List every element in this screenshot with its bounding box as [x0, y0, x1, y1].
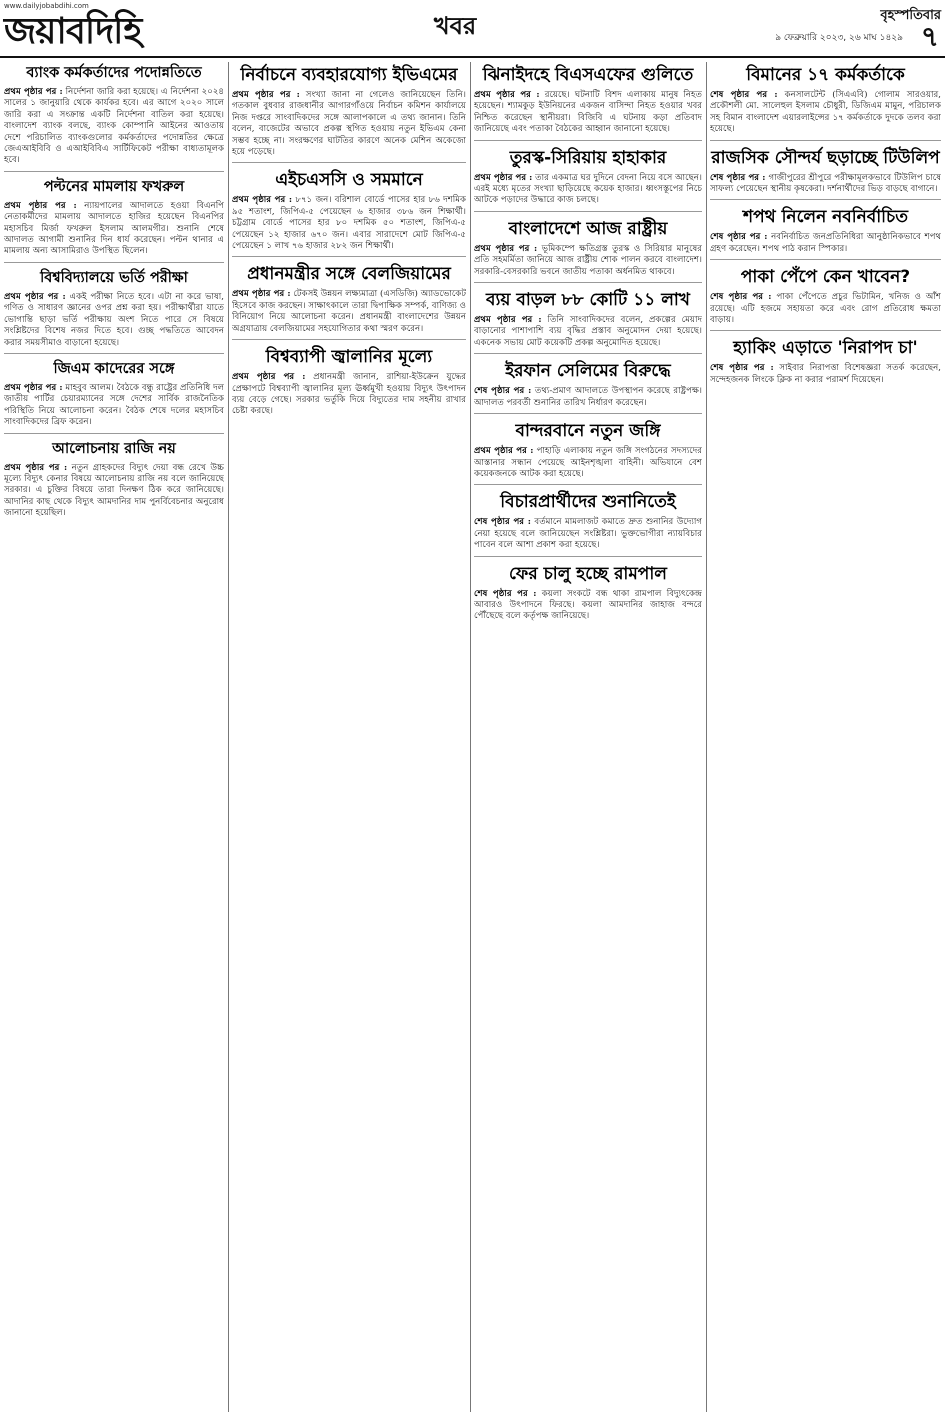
day-name: বৃহস্পতিবার — [880, 8, 941, 23]
newspaper-logo[interactable] — [4, 2, 204, 56]
headline[interactable]: রাজসিক সৌন্দর্য ছড়াচ্ছে টিউলিপ — [711, 147, 940, 168]
logo-text: জয়াবদিহি — [4, 11, 142, 52]
story-hacking[interactable] — [710, 337, 941, 390]
story-text: বর্তমানে মামলাজট কমাতে দ্রুত শুনানির উদ্যোগ নেয়া হয়েছে বলে জানিয়েছেন সংশ্লিষ্টরা। ভুক্তভোগীরা ন্যায়বিচার পাবেন বলে আশা প্রকাশ করা হয়েছে। — [474, 517, 702, 551]
dateline: প্রথম পৃষ্ঠার পর : — [4, 382, 63, 393]
headline[interactable]: বিশ্বব্যাপী জ্বালানির মূল্যে — [265, 347, 433, 368]
headline[interactable]: বাংলাদেশে আজ রাষ্ট্রীয় — [508, 218, 668, 239]
logo-url: www.dailyjobabdihi.com — [4, 2, 89, 10]
story-jhenaidah[interactable] — [474, 64, 702, 141]
story-text: টেকসই উন্নয়ন লক্ষ্যমাত্রা (এসডিজি) অ্যাডভোকেট হিসেবে কাজ করছেন। সাক্ষাৎকালে তারা দ্বিপাক্ষিক সম্পর্ক, বাণিজ্য ও বিনিয়োগ নিয়ে আলোচনা করেন। প্রধানমন্ত্রী বাংলাদেশের উন্নয়ন অগ্রযাত্রায় বেলজিয়ামের সহযোগিতার কথা স্মরণ করেন। — [232, 289, 466, 334]
story-text: কনসালটেন্ট (সিএএবি) গোলাম সারওয়ার, প্রকৌশলী মো. সালেহুল ইসলাম চৌধুরী, ডিজিএম মামুন, পরিচালক সহ বিমান বাংলাদেশ এয়ারলাইন্সের ১৭ কর্মকর্তাকে দুদকে তলব করা হয়েছে। — [710, 90, 941, 135]
story-body — [4, 201, 224, 258]
headline[interactable]: ইরফান সেলিমের বিরুদ্ধে — [505, 361, 671, 382]
dateline: প্রথম পৃষ্ঠার পর : — [474, 90, 540, 100]
headline[interactable]: হ্যাকিং এড়াতে 'নিরাপদ চা' — [733, 338, 918, 359]
dateline: প্রথম পৃষ্ঠার পর : — [4, 87, 63, 97]
story-biman[interactable] — [710, 64, 941, 141]
story-justice[interactable] — [474, 491, 702, 556]
headline[interactable]: নির্বাচনে ব্যবহারযোগ্য ইভিএমের — [240, 65, 458, 85]
dateline: শেষ পৃষ্ঠার পর : — [710, 363, 774, 374]
story-body — [232, 372, 466, 418]
page-number: ৭ — [920, 20, 939, 53]
dateline: প্রথম পৃষ্ঠার পর : — [4, 291, 66, 302]
story-text: গাজীপুরের শ্রীপুরে পরীক্ষামূলকভাবে টিউলিপ চাষে সাফল্য পেয়েছেন স্থানীয় কৃষকেরা। দর্শনার্থীদের ভিড় বাড়ছে বাগানে। — [710, 172, 941, 195]
headline[interactable]: পাকা পেঁপে কেন খাবেন? — [740, 267, 911, 288]
column-divider — [470, 62, 471, 1412]
story-oath[interactable] — [710, 206, 941, 260]
headline[interactable]: বান্দরবানে নতুন জঙ্গি — [515, 421, 661, 442]
dateline: প্রথম পৃষ্ঠার পর : — [4, 462, 68, 473]
story-body — [4, 87, 224, 167]
story-talks[interactable] — [4, 440, 224, 524]
story-body — [232, 289, 466, 335]
story-body — [710, 173, 941, 196]
story-text: সাইবার নিরাপত্তা বিশেষজ্ঞরা সতর্ক করেছেন, সন্দেহজনক লিংকে ক্লিক না করার পরামর্শ দিয়েছেন। — [710, 363, 941, 385]
dateline: প্রথম পৃষ্ঠার পর : — [232, 90, 300, 100]
story-text: তথ্য-প্রমাণ আদালতে উপস্থাপন করেছে রাষ্ট্রপক্ষ। আদালত পরবর্তী শুনানির তারিখ নির্ধারণ করেছেন। — [474, 386, 702, 408]
story-tulip[interactable] — [710, 147, 941, 201]
story-bandarban[interactable] — [474, 420, 702, 485]
headline[interactable]: ব্যাংক কর্মকর্তাদের পদোন্নতিতে — [26, 65, 202, 81]
story-text: রয়েছে। ঘটনাটি বিশদ এলাকায় মানুষ নিহত হয়েছেন। শ্যামকুড় ইউনিয়নের একজন বাসিন্দা নিহত হওয়ার খবর নিশ্চিত করেছেন স্থানীয়রা। বিজিবি এ ঘটনায় কড়া প্রতিবাদ জানিয়েছে এবং পতাকা বৈঠকের আহ্বান জানানো হয়েছে। — [474, 90, 702, 135]
date-line: ৯ ফেব্রুয়ারি ২০২৩, ২৬ মাঘ ১৪২৯ — [775, 33, 903, 43]
story-text: সংখ্যা জানা না গেলেও জানিয়েছেন তিনি। গতকাল বুধবার রাজধানীর আগারগাঁওয়ে নির্বাচন কমিশন কার্যালয়ে নিজ দপ্তরে সাংবাদিকদের সঙ্গে আলাপকালে এ তথ্য জানান। তিনি বলেন, বাজেটের অভাবে প্রকল্প স্থগিত হওয়ায় নতুন ইভিএম কেনা সম্ভব হচ্ছে না। সংরক্ষণের ঘাটতির কারণে অনেক মেশিন অকেজো হয়ে পড়েছে। — [232, 90, 466, 158]
story-body — [4, 463, 224, 520]
story-text: মাহবুব আলম। বৈঠকে বন্ধু রাষ্ট্রের প্রতিনিধি দল জাতীয় পার্টির চেয়ারম্যানের সঙ্গে দেশের সার্বিক রাজনৈতিক পরিস্থিতি নিয়ে আলোচনা করেন। বৈঠক শেষে দলের মহাসচিব সাংবাদিকদের ব্রিফ করেন। — [4, 382, 224, 428]
dateline: শেষ পৃষ্ঠার পর : — [474, 517, 531, 528]
story-mourning[interactable] — [474, 218, 702, 283]
story-paltan[interactable] — [4, 178, 224, 263]
story-body — [232, 90, 466, 158]
story-body — [474, 173, 702, 207]
story-text: ন্যায়পালের আদালতে হওয়া বিএনপি নেতাকর্মীদের মামলায় আদালতে হাজির হয়েছেন বিএনপির মহাসচিব মির্জা ফখরুল ইসলাম আলমগীর। শুনানি শেষে আদালত আগামী শুনানির দিন ধার্য করেছেন। পল্টন থানার এ মামলায় অন্য আসামিরাও উপস্থিত ছিলেন। — [4, 200, 224, 257]
story-text: একই পরীক্ষা নিতে হবে। এটা না করে ভাষা, গণিত ও সাধারণ জ্ঞানের ওপর প্রশ্ন করা হয়। পরীক্ষার্থীরা যাতে ভোগান্তি ছাড়া ভর্তি পরীক্ষায় অংশ নিতে পারে সে বিষয়ে সংশ্লিষ্টদের বিশেষ নজর দিতে হবে। গুচ্ছ পদ্ধতিতে আবেদন করার সময়সীমাও বাড়ানো হয়েছে। — [4, 291, 224, 348]
dateline: শেষ পৃষ্ঠার পর : — [710, 292, 772, 303]
story-hsc[interactable] — [232, 169, 466, 257]
story-text: তার একমাত্র ঘর দুদিনে বেদনা নিয়ে বসে আছেন। এরই মধ্যে মৃতের সংখ্যা ছাড়িয়েছে কয়েক হাজার। ধ্বংসস্তূপের নিচে আটকে পড়াদের উদ্ধারে কাজ চলছে। — [474, 172, 702, 206]
story-text: নবনির্বাচিত জনপ্রতিনিধিরা আনুষ্ঠানিকভাবে শপথ গ্রহণ করেছেন। শপথ পাঠ করান স্পিকার। — [710, 232, 941, 254]
column-4 — [710, 62, 941, 1412]
headline[interactable]: এইচএসসি ও সমমানে — [275, 170, 423, 191]
story-body — [474, 589, 702, 623]
story-body — [710, 292, 941, 326]
story-text: পাহাড়ি এলাকায় নতুন জঙ্গি সংগঠনের সদস্যদের আস্তানার সন্ধান পেয়েছে আইনশৃঙ্খলা বাহিনী। অভিযানে বেশ কয়েকজনকে আটক করা হয়েছে। — [474, 446, 702, 479]
dateline: প্রথম পৃষ্ঠার পর : — [474, 315, 542, 326]
story-irfan[interactable] — [474, 360, 702, 414]
story-text: ভূমিকম্পে ক্ষতিগ্রস্ত তুরস্ক ও সিরিয়ার মানুষের প্রতি সহমর্মিতা জানিয়ে আজ রাষ্ট্রীয় শোক পালন করবে বাংলাদেশ। সরকারি-বেসরকারি ভবনে জাতীয় পতাকা অর্ধনমিত থাকবে। — [474, 243, 702, 277]
dateline: প্রথম পৃষ্ঠার পর : — [232, 372, 306, 383]
dateline: প্রথম পৃষ্ঠার পর : — [4, 200, 77, 211]
story-turkey[interactable] — [474, 147, 702, 212]
story-body — [232, 195, 466, 252]
headline[interactable]: বিচারপ্রার্থীদের শুনানিতেই — [500, 492, 676, 513]
headline[interactable]: প্রধানমন্ত্রীর সঙ্গে বেলজিয়ামের — [247, 264, 451, 285]
story-papaya[interactable] — [710, 266, 941, 331]
dateline: প্রথম পৃষ্ঠার পর : — [474, 172, 533, 183]
dateline: শেষ পৃষ্ঠার পর : — [474, 386, 532, 397]
story-body — [710, 90, 941, 136]
headline[interactable]: তুরস্ক-সিরিয়ায় হাহাকার — [509, 147, 667, 168]
story-university[interactable] — [4, 269, 224, 354]
story-body — [474, 90, 702, 136]
story-text: প্রধানমন্ত্রী জানান, রাশিয়া-ইউক্রেন যুদ্ধের প্রেক্ষাপটে বিশ্বব্যাপী জ্বালানির মূল্য ঊর্ধ্বমুখী হওয়ায় বিদ্যুৎ উৎপাদন ব্যয় বেড়ে গেছে। সরকার ভর্তুকি দিয়ে বিদ্যুতের দাম সহনীয় রাখার চেষ্টা করছে। — [232, 372, 466, 417]
headline[interactable]: জিএম কাদেরের সঙ্গে — [53, 360, 175, 377]
story-fuel[interactable] — [232, 346, 466, 422]
dateline: প্রথম পৃষ্ঠার পর : — [232, 289, 291, 300]
headline[interactable]: বিমানের ১৭ কর্মকর্তাকে — [746, 65, 905, 85]
story-text: নির্দেশনা জারি করা হয়েছে। এ নির্দেশনা ২০২৪ সালের ১ জানুয়ারি থেকে কার্যকর হবে। এর আগে ২০২০ সালে জারি করা এ সংক্রান্ত একটি নির্দেশনা বাতিল করা হয়েছে। বাংলাদেশ ব্যাংক বলছে, ব্যাংক কোম্পানি আইনের আওতায় দেশে পরিচালিত ব্যাংকগুলোর কর্মকর্তাদের পদোন্নতির ক্ষেত্রে জেএআইবিবি ও এআইবিবিএ সার্টিফিকেট পরীক্ষা বাধ্যতামূলক হবে। — [4, 87, 224, 166]
headline[interactable]: বিশ্ববিদ্যালয়ে ভর্তি পরীক্ষা — [40, 269, 188, 286]
dateline: শেষ পৃষ্ঠার পর : — [710, 90, 778, 100]
story-text: ৮৭১ জন। বরিশাল বোর্ডে পাসের হার ৮৬ দশমিক ৯৫ শতাংশ, জিপিএ-৫ পেয়েছেন ৬ হাজার ৩৮৬ জন শিক্ষার্থী। চট্টগ্রাম বোর্ডে পাসের হার ৮০ দশমিক ৫০ শতাংশ, জিপিএ-৫ পেয়েছেন ১২ হাজার ৬৭০ জন। এবার সারাদেশে মোট জিপিএ-৫ পেয়েছেন ১ লাখ ৭৬ হাজার ২৮২ জন শিক্ষার্থী। — [232, 195, 466, 252]
story-body — [474, 244, 702, 278]
column-1 — [4, 62, 224, 1412]
headline[interactable]: ঝিনাইদহে বিএসএফের গুলিতে — [482, 65, 694, 85]
dateline: শেষ পৃষ্ঠার পর : — [710, 172, 766, 183]
headline[interactable]: ফের চালু হচ্ছে রামপাল — [509, 563, 667, 584]
dateline: প্রথম পৃষ্ঠার পর : — [232, 195, 293, 206]
story-body — [4, 292, 224, 349]
column-divider — [228, 62, 229, 1412]
story-text: তিনি সাংবাদিকদের বলেন, প্রকল্পের মেয়াদ বাড়ানোর পাশাপাশি ব্যয় বৃদ্ধির প্রস্তাব অনুমোদন দেয়া হয়েছে। একনেক সভায় মোট কয়েকটি প্রকল্প অনুমোদিত হয়েছে। — [474, 315, 702, 348]
story-pm-belgium[interactable] — [232, 263, 466, 340]
headline[interactable]: শপথ নিলেন নবনির্বাচিত — [743, 207, 908, 228]
story-body — [474, 315, 702, 349]
story-body — [710, 363, 941, 386]
masthead — [0, 0, 945, 58]
column-3 — [474, 62, 702, 1412]
story-body — [710, 232, 941, 255]
story-bank[interactable] — [4, 64, 224, 172]
column-divider — [706, 62, 707, 1412]
story-text: কয়লা সংকটে বন্ধ থাকা রামপাল বিদ্যুৎকেন্দ্র আবারও উৎপাদনে ফিরছে। কয়লা আমদানির জাহাজ বন্দরে পৌঁছেছে বলে কর্তৃপক্ষ জানিয়েছে। — [474, 588, 702, 622]
story-cost[interactable] — [474, 289, 702, 354]
story-text: পাকা পেঁপেতে প্রচুর ভিটামিন, খনিজ ও আঁশ রয়েছে। এটি হজমে সহায়তা করে এবং রোগ প্রতিরোধ ক্ষমতা বাড়ায়। — [710, 292, 941, 326]
dateline: প্রথম পৃষ্ঠার পর : — [474, 446, 534, 457]
story-rampal[interactable] — [474, 563, 702, 627]
dateline: শেষ পৃষ্ঠার পর : — [710, 232, 768, 243]
story-body — [474, 386, 702, 409]
story-body — [4, 383, 224, 429]
headline[interactable]: ব্যয় বাড়ল ৮৮ কোটি ১১ লাখ — [486, 290, 690, 311]
headline[interactable]: পল্টনের মামলায় ফখরুল — [43, 178, 185, 195]
headline[interactable]: আলোচনায় রাজি নয় — [52, 440, 176, 457]
story-evm[interactable] — [232, 64, 466, 163]
story-body — [474, 517, 702, 551]
section-title: খবর — [433, 12, 477, 40]
dateline: শেষ পৃষ্ঠার পর : — [474, 588, 537, 599]
column-2 — [232, 62, 466, 1412]
story-gm-kader[interactable] — [4, 360, 224, 434]
story-text: নতুন গ্রাহকদের বিদ্যুৎ দেয়া বন্ধ রেখে উচ্চ মূল্যে বিদ্যুৎ কেনার বিষয়ে আলোচনায় রাজি নয় বলে জানিয়েছে সরকার। এ চুক্তির বিষয়ে তারা দিনক্ষণ ঠিক করে জানিয়েছে। আদানির কাছ থেকে বিদ্যুৎ আমদানির দাম পুনর্বিবেচনার অনুরোধ জানানো হয়েছিল। — [4, 462, 224, 519]
story-body — [474, 446, 702, 480]
dateline: প্রথম পৃষ্ঠার পর : — [474, 243, 538, 254]
